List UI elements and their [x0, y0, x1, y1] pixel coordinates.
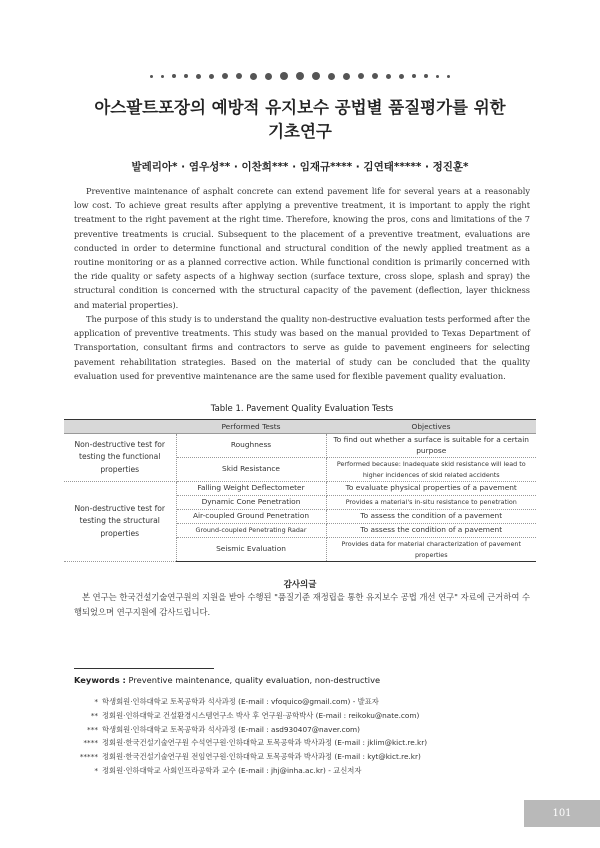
table-cell-objective: To evaluate physical properties of a pavement	[326, 482, 536, 496]
table-cell-test: Roughness	[176, 434, 326, 458]
footnote-mark: *	[94, 697, 98, 706]
footnote-mark: ****	[83, 738, 98, 748]
table-cell-test: Ground-coupled Penetrating Radar	[176, 524, 326, 538]
footnote-mark: *	[94, 765, 98, 775]
table-header-row	[64, 420, 536, 434]
footnote-mark: *****	[79, 752, 98, 762]
table-cell-objective: Provides data for material characterization of pavement properties	[326, 538, 536, 562]
evaluation-tests-table	[64, 419, 536, 562]
table-header-cell	[64, 420, 176, 434]
footnote-divider	[74, 668, 214, 669]
title-line-1: 아스팔트포장의 예방적 유지보수 공법별 품질평가를 위한	[94, 98, 506, 117]
footnote-item	[60, 723, 530, 737]
table-cell-test: Dynamic Cone Penetration	[176, 496, 326, 510]
table-cell-test: Seismic Evaluation	[176, 538, 326, 562]
keywords-text: Preventive maintenance, quality evaluation, non-destructive	[128, 675, 381, 685]
footnote-item	[60, 695, 530, 709]
footnote-text: 정회원·한국건설기술연구원 수석연구원·인하대학교 토목공학과 박사과정 (E-mail : jklim@kict.re.kr)	[102, 738, 428, 748]
keywords-label: Keywords :	[74, 675, 126, 685]
table-caption: Table 1. Pavement Quality Evaluation Tests	[210, 404, 394, 414]
table-cell-objective: To assess the condition of a pavement	[326, 510, 536, 524]
footnote-mark: **	[90, 710, 98, 720]
footnote-item	[60, 709, 530, 723]
table-cell-objective: To assess the condition of a pavement	[326, 524, 536, 538]
keywords-line	[74, 675, 380, 685]
table-header-cell: Performed Tests	[176, 420, 326, 434]
table-cell-test: Skid Resistance	[176, 458, 326, 482]
acknowledgement-text: 본 연구는 한국건설기술연구원의 지원을 받아 수행된 "품질기준 재정립을 통한 유지보수 공법 개선 연구" 자료에 근거하여 수행되었으며 연구지원에 감사드립니다.	[74, 592, 530, 617]
abstract-paragraph-1: Preventive maintenance of asphalt concrete can extend pavement life for several years at a reasonably low cost. To achieve great results after applying a preventive treatment, it is important to apply the right treatment to the right pavement at the right time. Therefore, knowing the pros, cons and limitations of the 7 preventive treatments is crucial. Subsequent to the placement of a preventive treatment, evaluations are conducted in order to determine functional and structural condition of the newly applied treatment as a routine monitoring or as a planned corrective action. While functional condition is primarily concerned with the ride quality or safety aspects of a highway section (surface texture, cross slope, splash and spray) the structural condition is concerned with the structural capacity of the pavement (deflection, layer thickness and material properties).	[74, 186, 530, 310]
paper-title	[40, 96, 560, 144]
footnote-text: 학생회원·인하대학교 토목공학과 석사과정 (E-mail : vfoquico@gmail.com) - 발표자	[102, 697, 379, 706]
table-cell-test: Falling Weight Deflectometer	[176, 482, 326, 496]
table-group-structural: Non-destructive test for testing the structural properties	[64, 482, 176, 562]
table-header-cell: Objectives	[326, 420, 536, 434]
decorative-dot-row	[0, 72, 600, 80]
footnote-item	[60, 750, 530, 764]
table-cell-test: Air-coupled Ground Penetration	[176, 510, 326, 524]
table-cell-objective: Provides a material's in-situ resistance to penetration	[326, 496, 536, 510]
author-list: 발레리아* · 염우성** · 이찬희*** · 임재규**** · 김연태***** · 정진훈*	[131, 161, 469, 173]
table-row	[64, 482, 536, 496]
table-group-functional: Non-destructive test for testing the functional properties	[64, 434, 176, 482]
footnote-mark: ***	[87, 724, 98, 734]
footnote-text: 정회원·인하대학교 사회인프라공학과 교수 (E-mail : jhj@inha.ac.kr) - 교신저자	[102, 765, 362, 775]
footnote-text: 정회원·한국건설기술연구원 전임연구원·인하대학교 토목공학과 박사과정 (E-mail : kyt@kict.re.kr)	[102, 752, 421, 762]
abstract-paragraph-2: The purpose of this study is to understand the quality non-destructive evaluation tests performed after the application of preventive treatments. This study was based on the manual provided to Texas Department of Transportation, consultant firms and contractors to serve as guide to pavement engineers for selecting pavement rehabilitation strategies. Based on the material of study can be concluded that the quality evaluation used for preventive maintenance are the same used for flexible pavement quality evaluation.	[74, 314, 530, 381]
footnote-text: 학생회원·인하대학교 토목공학과 석사과정 (E-mail : asd930407@naver.com)	[102, 724, 361, 734]
page-number: 101	[524, 800, 600, 827]
acknowledgement-title: 감사의글	[283, 580, 317, 590]
title-line-2: 기초연구	[268, 122, 332, 141]
table-row	[64, 434, 536, 458]
footnote-item	[60, 736, 530, 750]
footnote-text: 정회원·인하대학교 건설환경시스템연구소 박사 후 연구원·공학박사 (E-mail : reikoku@nate.com)	[102, 710, 420, 720]
table-cell-objective: To find out whether a surface is suitable for a certain purpose	[326, 434, 536, 458]
table-cell-objective: Performed because: Inadequate skid resistance will lead to higher incidences of skid related accidents	[326, 458, 536, 482]
footnote-item	[60, 764, 530, 778]
author-footnotes	[60, 695, 530, 778]
